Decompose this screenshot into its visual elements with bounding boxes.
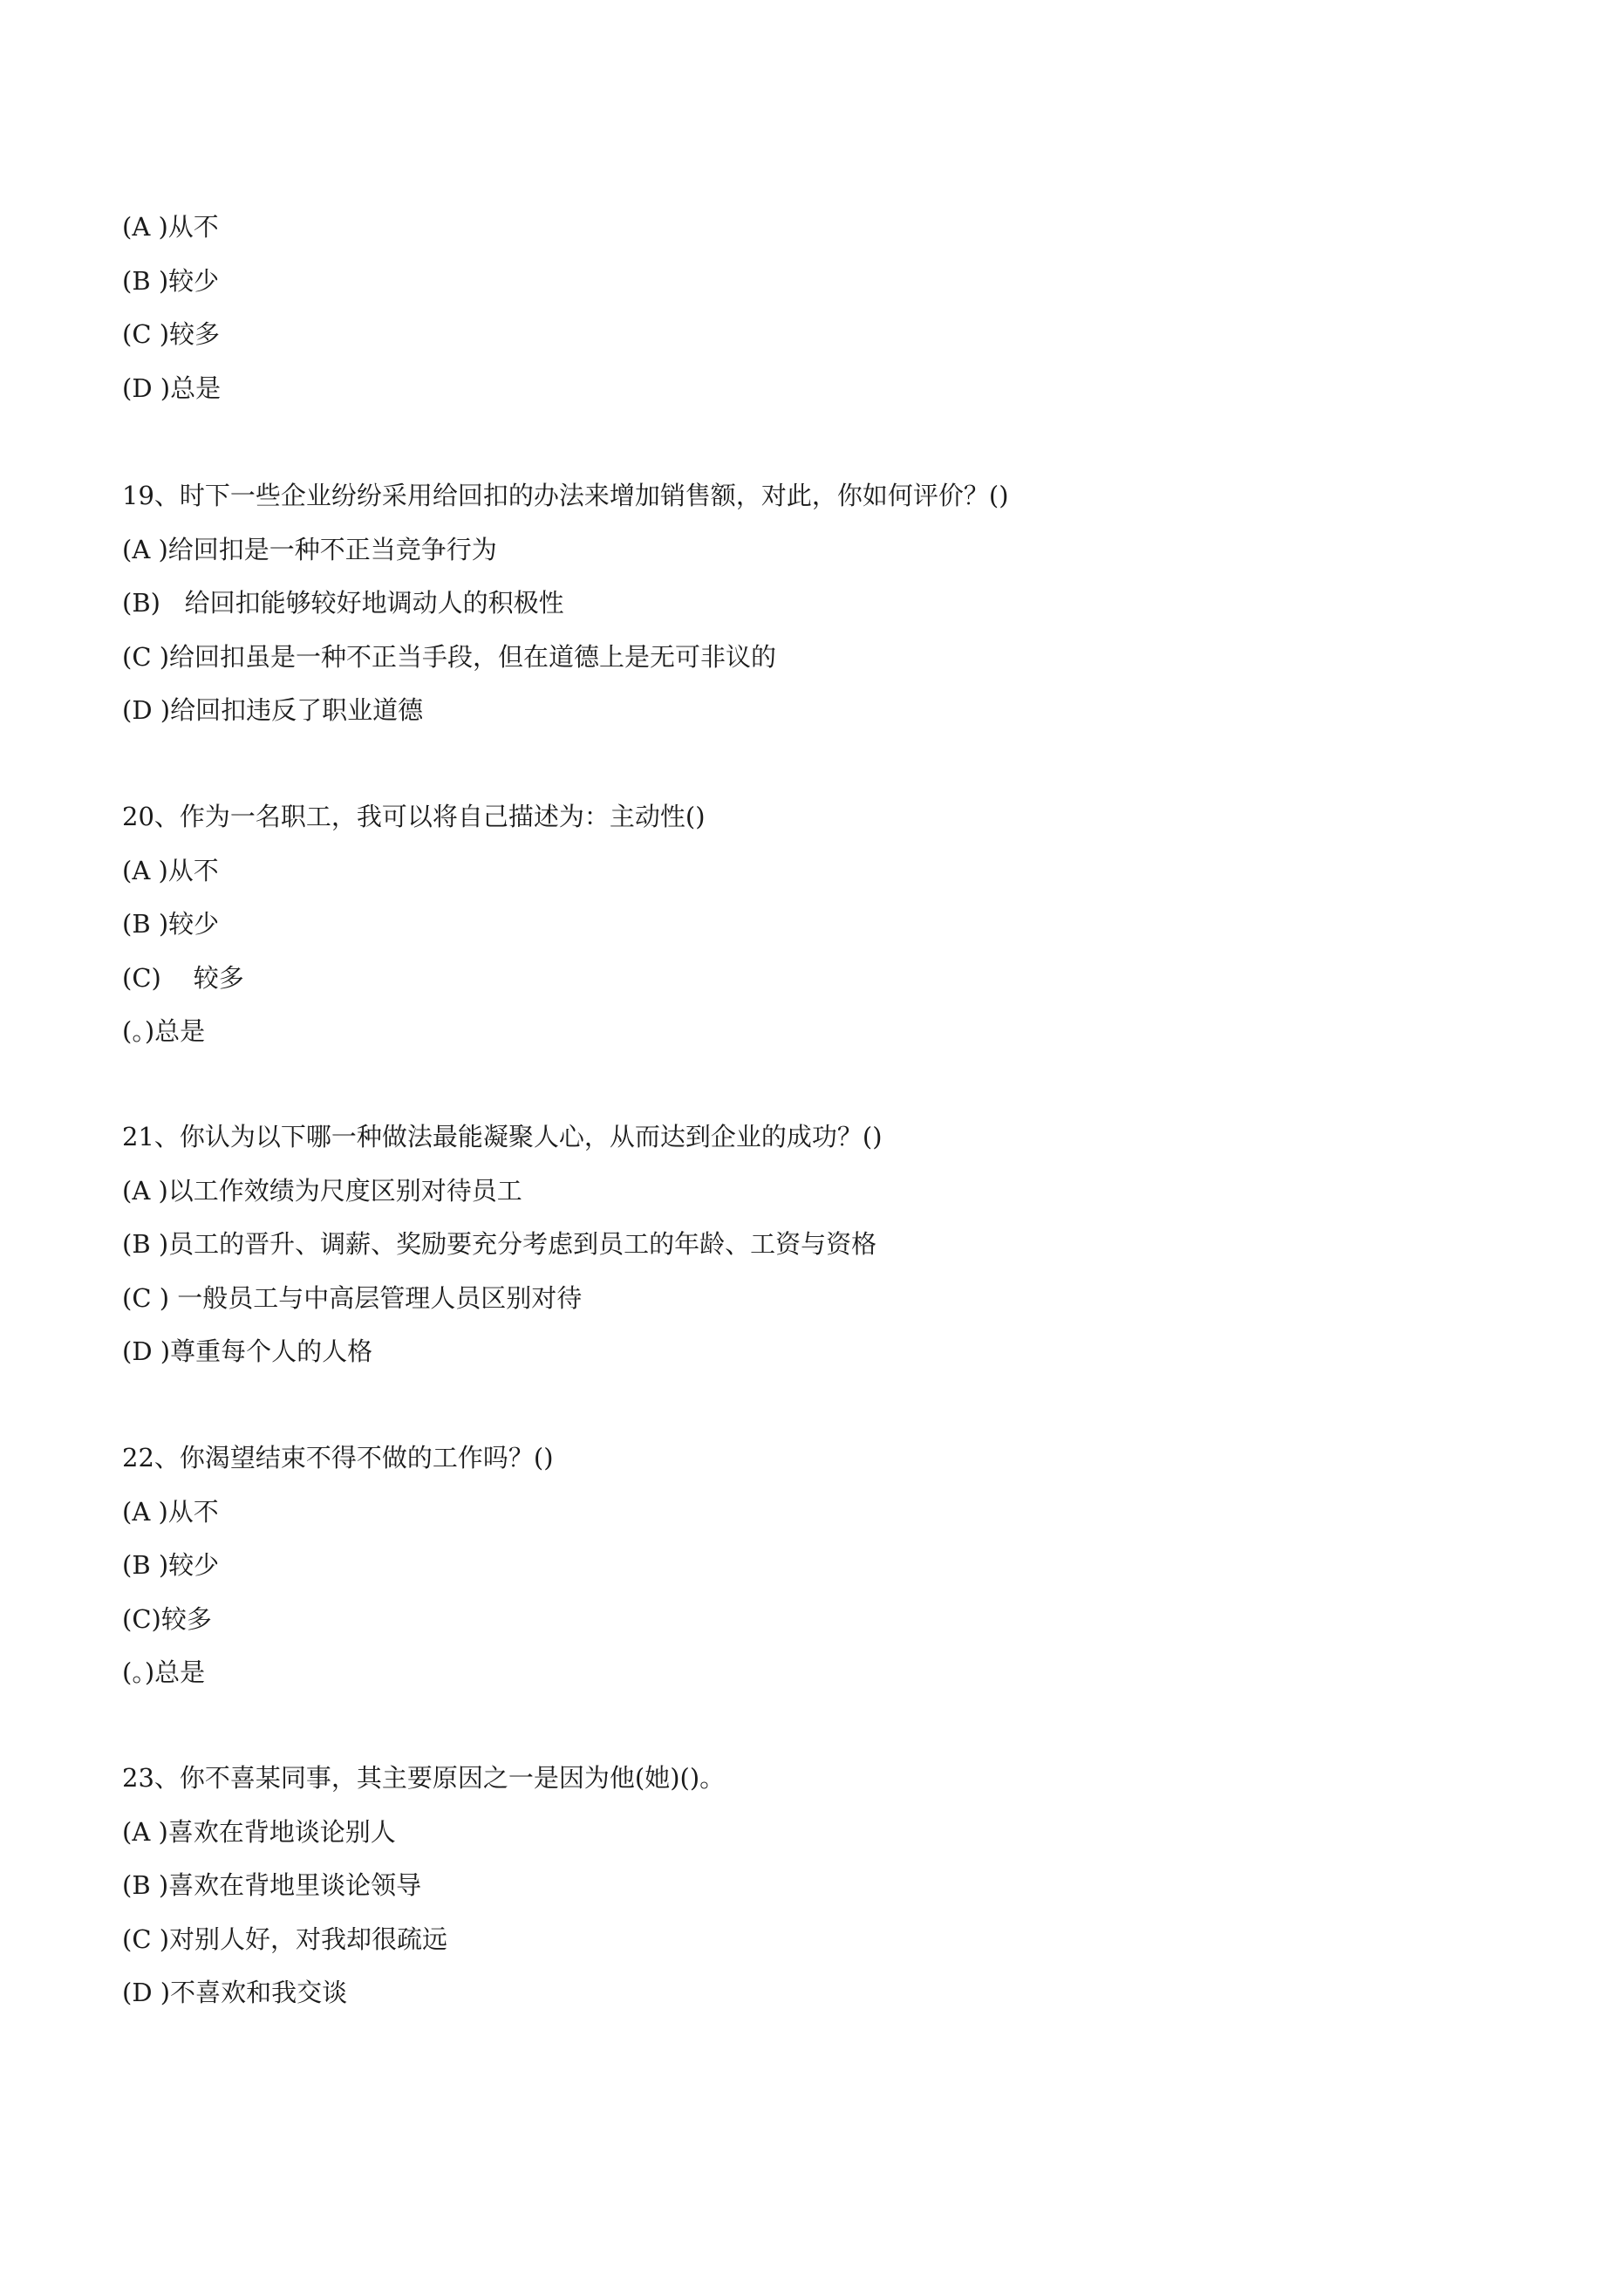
option-d: (D )总是	[122, 372, 222, 403]
option-d: (D )给回扣违反了职业道德	[122, 695, 424, 725]
option-c: (C)较多	[122, 1603, 212, 1634]
question-text: 19、时下一些企业纷纷采用给回扣的办法来增加销售额，对此，你如何评价？()	[122, 481, 1009, 510]
option-c: (C) 较多	[122, 962, 244, 993]
option-b: (B )较少	[122, 1550, 220, 1580]
question-22	[122, 1432, 1517, 1700]
question-21	[122, 1110, 1517, 1379]
question-19	[122, 469, 1517, 738]
intro-options	[122, 201, 1517, 415]
question-23	[122, 1752, 1517, 2020]
option-c: (C )给回扣虽是一种不正当手段，但在道德上是无可非议的	[122, 641, 777, 672]
option-a: (A )给回扣是一种不正当竞争行为	[122, 534, 497, 564]
question-text: 23、你不喜某同事，其主要原因之一是因为他(她)()。	[122, 1763, 726, 1793]
option-c: (C )较多	[122, 319, 221, 349]
option-b: (B )较少	[122, 909, 220, 939]
option-a: (A )从不	[122, 212, 219, 242]
option-d: (D )尊重每个人的人格	[122, 1336, 373, 1366]
option-a: (A )从不	[122, 855, 219, 885]
question-text: 22、你渴望结束不得不做的工作吗？()	[122, 1443, 554, 1473]
option-b: (B )员工的晋升、调薪、奖励要充分考虑到员工的年龄、工资与资格	[122, 1229, 877, 1259]
option-b: (B) 给回扣能够较好地调动人的积极性	[122, 588, 564, 618]
option-d: (D )不喜欢和我交谈	[122, 1978, 348, 2007]
option-c: (C )对别人好，对我却很疏远	[122, 1924, 448, 1954]
question-text: 20、作为一名职工，我可以将自己描述为：主动性()	[122, 802, 706, 831]
question-20	[122, 790, 1517, 1059]
option-b: (B )较少	[122, 265, 220, 296]
question-text: 21、你认为以下哪一种做法最能凝聚人心，从而达到企业的成功？()	[122, 1122, 883, 1151]
option-d: (。)总是	[122, 1016, 206, 1046]
option-b: (B )喜欢在背地里谈论领导	[122, 1870, 422, 1900]
option-c: (C ) 一般员工与中高层管理人员区别对待	[122, 1282, 583, 1313]
option-a: (A )喜欢在背地谈论别人	[122, 1816, 396, 1847]
option-d: (。)总是	[122, 1657, 206, 1687]
option-a: (A )以工作效绩为尺度区别对待员工	[122, 1175, 522, 1206]
option-a: (A )从不	[122, 1496, 219, 1527]
